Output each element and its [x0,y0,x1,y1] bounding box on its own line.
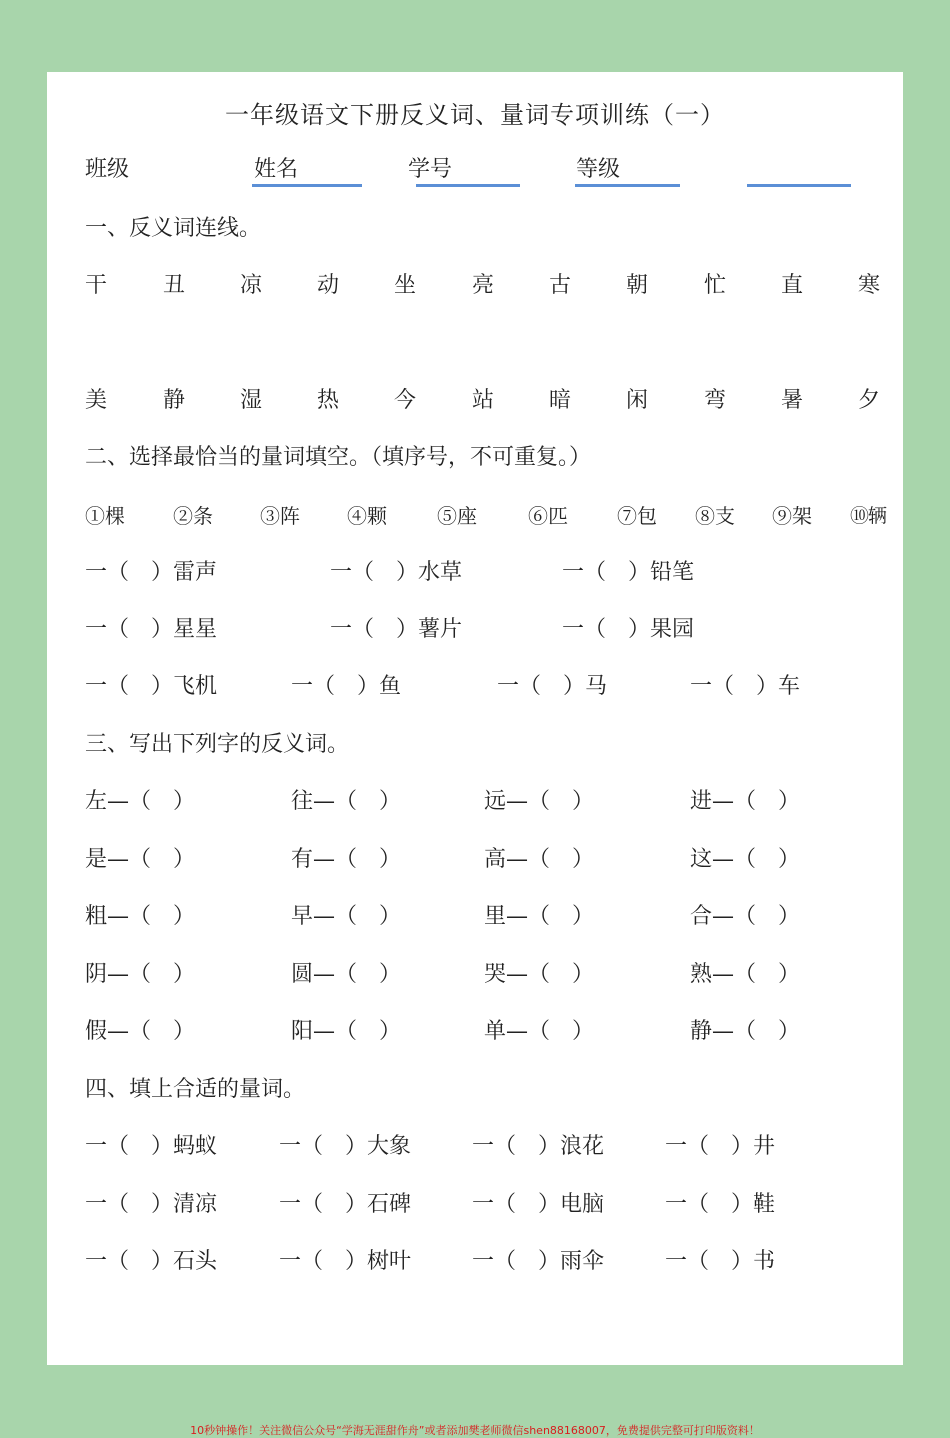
fill-blank-item[interactable]: 一（ ）雷声 [85,560,218,585]
antonym-bottom-char: 静 [163,388,186,413]
antonym-top-char: 朝 [626,273,649,298]
antonym-blank[interactable]: 这—（ ） [690,847,801,872]
antonym-blank[interactable]: 是—（ ） [85,847,196,872]
measure-blank[interactable]: 一（ ）雨伞 [472,1249,605,1274]
antonym-blank[interactable]: 远—（ ） [484,789,595,814]
fill-blank-item[interactable]: 一（ ）鱼 [291,674,402,699]
antonym-blank[interactable]: 熟—（ ） [690,962,801,987]
measure-word-option: ③阵 [260,504,300,528]
measure-blank[interactable]: 一（ ）石头 [85,1249,218,1274]
measure-blank[interactable]: 一（ ）蚂蚁 [85,1134,218,1159]
measure-blank[interactable]: 一（ ）浪花 [472,1134,605,1159]
antonym-blank[interactable]: 合—（ ） [690,904,801,929]
antonym-top-char: 坐 [394,273,417,298]
antonym-bottom-char: 湿 [240,388,263,413]
fill-blank-item[interactable]: 一（ ）薯片 [330,617,463,642]
antonym-blank[interactable]: 高—（ ） [484,847,595,872]
fill-blank-item[interactable]: 一（ ）铅笔 [562,560,695,585]
antonym-bottom-char: 热 [317,388,340,413]
antonym-blank[interactable]: 圆—（ ） [291,962,402,987]
antonym-top-char: 凉 [240,273,263,298]
fill-blank-item[interactable]: 一（ ）水草 [330,560,463,585]
antonym-top-char: 直 [781,273,804,298]
antonym-bottom-char: 站 [472,388,495,413]
measure-word-option: ⑨架 [772,504,812,528]
promo-footer: 10秒钟操作！关注微信公众号“学海无涯甜作舟”或者添加樊老师微信shen88168007，免费提供完整可打印版资料！ [190,1424,760,1437]
antonym-blank[interactable]: 里—（ ） [484,904,595,929]
measure-blank[interactable]: 一（ ）书 [665,1249,776,1274]
antonym-bottom-char: 闲 [626,388,649,413]
antonym-blank[interactable]: 哭—（ ） [484,962,595,987]
fill-blank-item[interactable]: 一（ ）马 [497,674,608,699]
antonym-bottom-char: 夕 [858,388,881,413]
measure-word-option: ⑥匹 [528,504,568,528]
measure-blank[interactable]: 一（ ）鞋 [665,1192,776,1217]
worksheet-title: 一年级语文下册反义词、量词专项训练（一） [225,101,725,129]
antonym-top-char: 丑 [163,273,186,298]
antonym-blank[interactable]: 粗—（ ） [85,904,196,929]
antonym-blank[interactable]: 往—（ ） [291,789,402,814]
section3-heading: 三、写出下列字的反义词。 [85,732,350,757]
measure-blank[interactable]: 一（ ）电脑 [472,1192,605,1217]
measure-word-option: ①棵 [85,504,125,528]
section2-heading: 二、选择最恰当的量词填空。（填序号，不可重复。） [85,445,592,470]
worksheet-paper [47,72,903,1365]
antonym-top-char: 动 [317,273,340,298]
extra-underline[interactable] [747,184,851,187]
antonym-blank[interactable]: 左—（ ） [85,789,196,814]
student-id-underline[interactable] [416,184,520,187]
fill-blank-item[interactable]: 一（ ）飞机 [85,674,218,699]
section4-heading: 四、填上合适的量词。 [85,1077,306,1102]
fill-blank-item[interactable]: 一（ ）星星 [85,617,218,642]
antonym-blank[interactable]: 早—（ ） [291,904,402,929]
measure-blank[interactable]: 一（ ）井 [665,1134,776,1159]
measure-word-option: ⑩辆 [850,505,887,527]
antonym-bottom-char: 今 [394,388,417,413]
measure-blank[interactable]: 一（ ）清凉 [85,1192,218,1217]
measure-blank[interactable]: 一（ ）树叶 [279,1249,412,1274]
grade-label: 等级 [576,157,621,182]
measure-blank[interactable]: 一（ ）石碑 [279,1192,412,1217]
antonym-top-char: 寒 [858,273,881,298]
antonym-bottom-char: 弯 [704,388,727,413]
measure-word-option: ②条 [173,504,213,528]
measure-blank[interactable]: 一（ ）大象 [279,1134,412,1159]
antonym-bottom-char: 暑 [781,388,804,413]
name-underline[interactable] [252,184,362,187]
measure-word-option: ⑧支 [695,504,735,528]
antonym-top-char: 忙 [704,273,727,298]
student-id-label: 学号 [408,157,453,182]
class-label: 班级 [85,157,130,182]
measure-word-option: ⑦包 [617,504,657,528]
antonym-bottom-char: 暗 [549,388,572,413]
antonym-blank[interactable]: 进—（ ） [690,789,801,814]
fill-blank-item[interactable]: 一（ ）车 [690,674,801,699]
antonym-blank[interactable]: 假—（ ） [85,1019,196,1044]
section1-heading: 一、反义词连线。 [85,216,262,241]
antonym-top-char: 古 [549,273,572,298]
antonym-blank[interactable]: 单—（ ） [484,1019,595,1044]
fill-blank-item[interactable]: 一（ ）果园 [562,617,695,642]
antonym-blank[interactable]: 静—（ ） [690,1019,801,1044]
antonym-blank[interactable]: 阴—（ ） [85,962,196,987]
antonym-top-char: 亮 [472,273,495,298]
name-label: 姓名 [254,157,299,182]
antonym-blank[interactable]: 阳—（ ） [291,1019,402,1044]
grade-underline[interactable] [575,184,680,187]
measure-word-option: ④颗 [347,504,387,528]
antonym-top-char: 干 [85,273,108,298]
measure-word-option: ⑤座 [437,504,477,528]
antonym-bottom-char: 美 [85,388,108,413]
antonym-blank[interactable]: 有—（ ） [291,847,402,872]
